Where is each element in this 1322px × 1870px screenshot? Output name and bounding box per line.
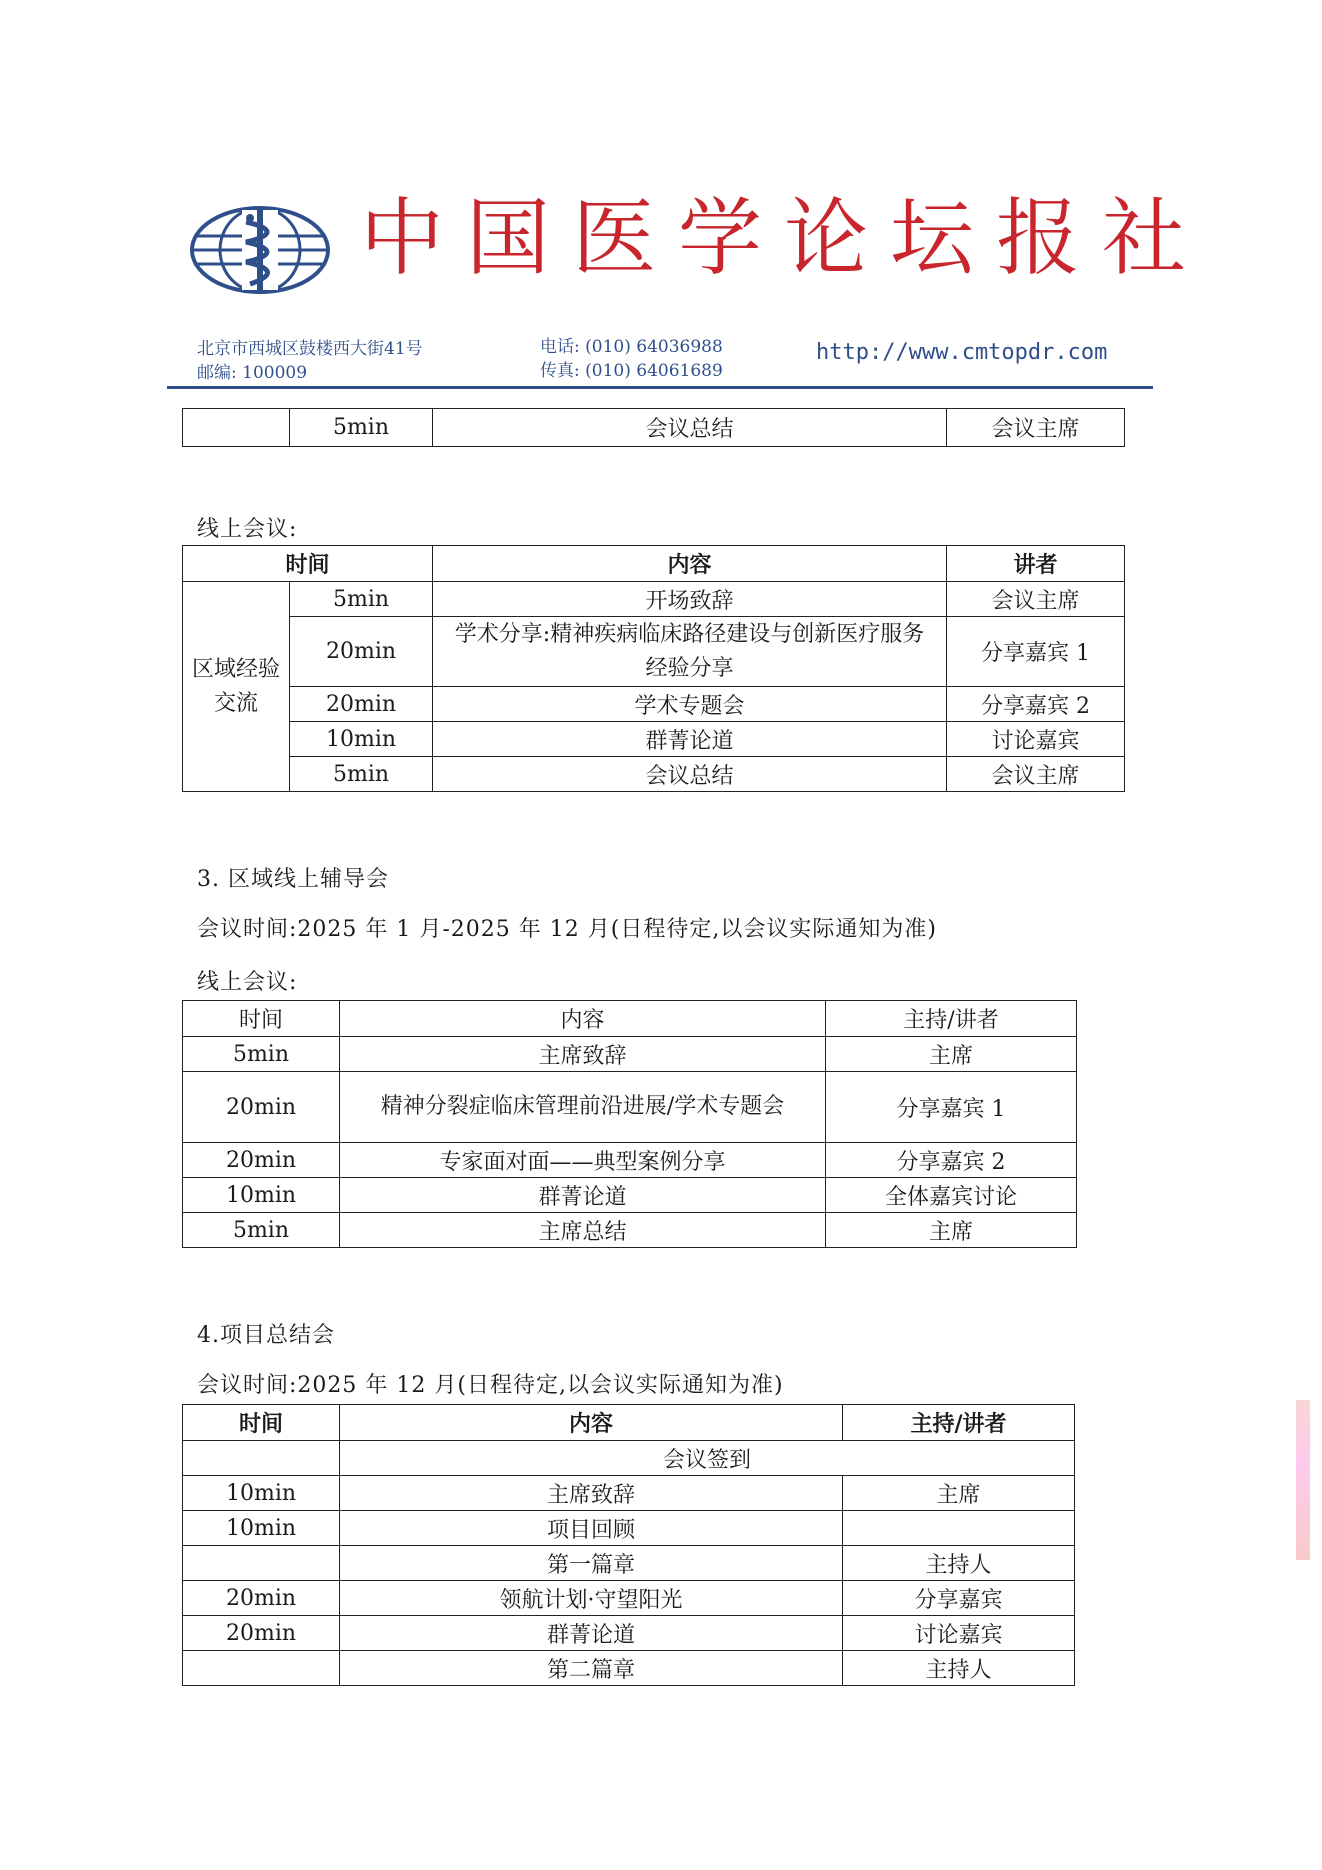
phone-label: 电话:: [540, 337, 580, 357]
table-row: [183, 1476, 1075, 1511]
table-cell-content: 精神分裂症临床管理前沿进展/学术专题会: [340, 1072, 826, 1143]
seal-stamp-edge: [1296, 1400, 1310, 1560]
table-row: [183, 409, 1125, 447]
table-cell-content: 第二篇章: [340, 1651, 843, 1686]
table-cell-content: 专家面对面——典型案例分享: [340, 1143, 826, 1178]
table-cell-content: 主席总结: [340, 1213, 826, 1248]
table-cell-speaker: 全体嘉宾讨论: [826, 1178, 1077, 1213]
table-cell-time: 20min: [290, 617, 433, 687]
table-row: [183, 1213, 1077, 1248]
table-cell-time: [183, 1651, 340, 1686]
table-cell-speaker: 分享嘉宾 2: [947, 687, 1125, 722]
table-cell-content: 学术专题会: [433, 687, 947, 722]
table-cell-speaker: 分享嘉宾 1: [947, 617, 1125, 687]
section3-meeting-time: 会议时间:2025 年 1 月-2025 年 12 月(日程待定,以会议实际通知为准): [197, 917, 937, 942]
table-cell-content: 群菁论道: [433, 722, 947, 757]
section3-title: 3. 区域线上辅导会: [197, 867, 389, 892]
header-content: 内容: [340, 1001, 826, 1037]
fax-label: 传真:: [540, 361, 580, 381]
table-cell-time: 5min: [290, 409, 433, 447]
table-cell-speaker: 会议主席: [947, 582, 1125, 617]
section3-online-label: 线上会议:: [197, 970, 298, 995]
table-cell-content: 开场致辞: [433, 582, 947, 617]
table-cell-content: 学术分享:精神疾病临床路径建设与创新医疗服务经验分享: [433, 617, 947, 687]
postcode: 100009: [242, 363, 308, 383]
table-cell-time: [183, 1546, 340, 1581]
table-row: [183, 1581, 1075, 1616]
table-cell-speaker: 分享嘉宾 1: [826, 1072, 1077, 1143]
group-cell: 区域经验交流: [183, 582, 290, 792]
table-row: [183, 1616, 1075, 1651]
table-row: [183, 1546, 1075, 1581]
letterhead-divider: [167, 386, 1153, 389]
table-cell-speaker: 分享嘉宾 2: [826, 1143, 1077, 1178]
table-cell-speaker: 主席: [826, 1213, 1077, 1248]
table-cell-speaker: 分享嘉宾: [843, 1581, 1075, 1616]
table-row: [183, 617, 1125, 687]
header-speaker: 主持/讲者: [826, 1001, 1077, 1037]
table-cell-time: 20min: [183, 1581, 340, 1616]
online-meeting-label: 线上会议:: [197, 517, 298, 542]
header-content: 内容: [340, 1405, 843, 1441]
table-header-row: [183, 546, 1125, 582]
fax: (010) 64061689: [585, 361, 723, 381]
table-row: [183, 1511, 1075, 1546]
globe-caduceus-logo-icon: [190, 206, 330, 294]
table-row: [183, 582, 1125, 617]
table-cell: [183, 409, 290, 447]
table-row: [183, 1143, 1077, 1178]
table-cell-time: 20min: [290, 687, 433, 722]
table-cell-time: 5min: [183, 1213, 340, 1248]
table-cell-time: 20min: [183, 1616, 340, 1651]
table-cell-time: 5min: [183, 1037, 340, 1072]
continuation-table: [182, 408, 1125, 447]
table-header-row: [183, 1405, 1075, 1441]
header-time: 时间: [183, 546, 433, 582]
section4-meeting-time: 会议时间:2025 年 12 月(日程待定,以会议实际通知为准): [197, 1373, 784, 1398]
table-cell-content: 第一篇章: [340, 1546, 843, 1581]
table-cell-time: 10min: [183, 1178, 340, 1213]
website-link[interactable]: http://www.cmtopdr.com: [816, 340, 1108, 365]
header-time: 时间: [183, 1405, 340, 1441]
table-cell-speaker: 讨论嘉宾: [843, 1616, 1075, 1651]
phone: (010) 64036988: [585, 337, 723, 357]
table-cell-content: 会议总结: [433, 757, 947, 792]
table-cell-speaker: [843, 1511, 1075, 1546]
table-cell-time: 10min: [183, 1476, 340, 1511]
project-summary-table: [182, 1404, 1075, 1686]
table-cell-speaker: 讨论嘉宾: [947, 722, 1125, 757]
table-row: [183, 1651, 1075, 1686]
signin-cell: 会议签到: [340, 1441, 1075, 1476]
table-row: [183, 1037, 1077, 1072]
table-cell-speaker: 主席: [826, 1037, 1077, 1072]
table-cell-content: 主席致辞: [340, 1476, 843, 1511]
header-speaker: 讲者: [947, 546, 1125, 582]
table-cell-speaker: 会议主席: [947, 757, 1125, 792]
regional-exchange-table: [182, 545, 1125, 792]
table-cell-time: 20min: [183, 1143, 340, 1178]
table-row: [183, 1178, 1077, 1213]
table-cell: [183, 1441, 340, 1476]
table-cell-time: 10min: [290, 722, 433, 757]
table-cell-time: 20min: [183, 1072, 340, 1143]
table-row: [183, 757, 1125, 792]
table-cell-content: 主席致辞: [340, 1037, 826, 1072]
table-cell-content: 领航计划·守望阳光: [340, 1581, 843, 1616]
contact-address-block: [197, 337, 423, 385]
header-content: 内容: [433, 546, 947, 582]
table-cell-content: 群菁论道: [340, 1616, 843, 1651]
table-cell-time: 5min: [290, 757, 433, 792]
table-cell-content: 会议总结: [433, 409, 947, 447]
table-cell-time: 10min: [183, 1511, 340, 1546]
table-cell-speaker: 主持人: [843, 1546, 1075, 1581]
postcode-label: 邮编:: [197, 363, 237, 383]
table-cell-speaker: 会议主席: [947, 409, 1125, 447]
address: 北京市西城区鼓楼西大街41号: [197, 339, 423, 359]
header-time: 时间: [183, 1001, 340, 1037]
table-cell-time: 5min: [290, 582, 433, 617]
section4-title: 4.项目总结会: [197, 1323, 335, 1348]
table-cell-content: 项目回顾: [340, 1511, 843, 1546]
table-cell-speaker: 主持人: [843, 1651, 1075, 1686]
table-cell-speaker: 主席: [843, 1476, 1075, 1511]
table-header-row: [183, 1001, 1077, 1037]
table-cell-content: 群菁论道: [340, 1178, 826, 1213]
table-row: [183, 722, 1125, 757]
regional-online-coaching-table: [182, 1000, 1077, 1248]
header-speaker: 主持/讲者: [843, 1405, 1075, 1441]
table-row: [183, 1072, 1077, 1143]
org-name: 中国医学论坛报社: [360, 189, 1209, 287]
contact-phone-block: [540, 335, 723, 383]
table-row: [183, 687, 1125, 722]
table-row: [183, 1441, 1075, 1476]
